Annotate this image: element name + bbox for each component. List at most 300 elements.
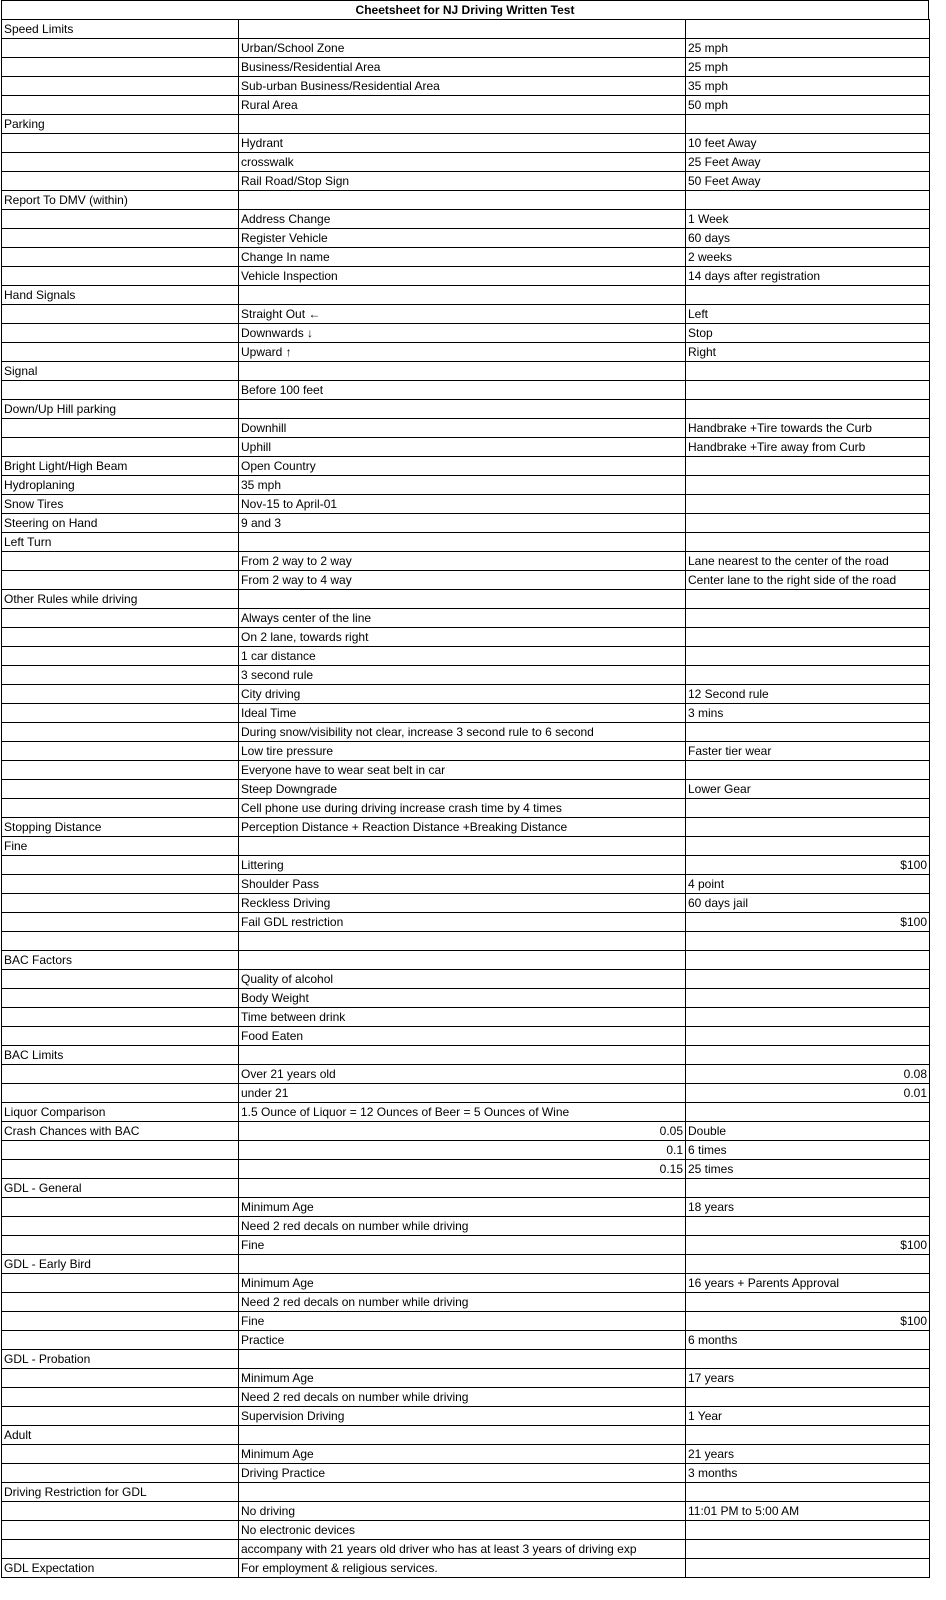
table-row xyxy=(2,381,930,400)
category-cell[interactable] xyxy=(2,1027,239,1046)
table-row xyxy=(2,134,930,153)
value-cell[interactable] xyxy=(686,1255,930,1274)
value-cell[interactable]: 2 weeks xyxy=(686,248,930,267)
item-cell[interactable]: crosswalk xyxy=(239,153,686,172)
table-row xyxy=(2,1027,930,1046)
category-cell[interactable]: Stopping Distance xyxy=(2,818,239,837)
category-cell[interactable] xyxy=(2,1236,239,1255)
item-cell[interactable]: 35 mph xyxy=(239,476,686,495)
category-cell[interactable] xyxy=(2,1540,239,1559)
category-cell[interactable] xyxy=(2,1198,239,1217)
category-cell[interactable] xyxy=(2,856,239,875)
item-cell[interactable] xyxy=(239,837,686,856)
table-row xyxy=(2,875,930,894)
category-cell[interactable]: Fine xyxy=(2,837,239,856)
table-row xyxy=(2,476,930,495)
value-cell[interactable]: 50 mph xyxy=(686,96,930,115)
item-cell[interactable]: accompany with 21 years old driver who has at least 3 years of driving exp xyxy=(239,1540,686,1559)
table-row xyxy=(2,400,930,419)
value-cell[interactable] xyxy=(686,476,930,495)
item-cell[interactable]: Business/Residential Area xyxy=(239,58,686,77)
item-cell[interactable]: Uphill xyxy=(239,438,686,457)
table-row xyxy=(2,1065,930,1084)
table-row xyxy=(2,1540,930,1559)
item-cell[interactable]: 0.05 xyxy=(239,1122,686,1141)
category-cell[interactable] xyxy=(2,742,239,761)
item-cell[interactable]: Supervision Driving xyxy=(239,1407,686,1426)
table-row xyxy=(2,495,930,514)
value-cell[interactable]: 25 times xyxy=(686,1160,930,1179)
value-cell[interactable] xyxy=(686,1350,930,1369)
item-cell[interactable]: Rural Area xyxy=(239,96,686,115)
category-cell[interactable]: Liquor Comparison xyxy=(2,1103,239,1122)
item-cell[interactable] xyxy=(239,286,686,305)
table-row xyxy=(2,913,930,932)
item-cell[interactable]: Perception Distance + Reaction Distance +Breaking Distance xyxy=(239,818,686,837)
table-row xyxy=(2,1331,930,1350)
table-row xyxy=(2,172,930,191)
value-cell[interactable] xyxy=(686,932,930,951)
value-cell[interactable]: 1 Week xyxy=(686,210,930,229)
item-cell[interactable] xyxy=(239,1179,686,1198)
value-cell[interactable] xyxy=(686,970,930,989)
item-cell[interactable]: 3 second rule xyxy=(239,666,686,685)
item-cell[interactable]: 0.15 xyxy=(239,1160,686,1179)
category-cell[interactable]: Driving Restriction for GDL xyxy=(2,1483,239,1502)
table-row xyxy=(2,552,930,571)
item-cell[interactable]: Open Country xyxy=(239,457,686,476)
category-cell[interactable] xyxy=(2,894,239,913)
value-cell[interactable] xyxy=(686,951,930,970)
value-cell[interactable] xyxy=(686,723,930,742)
item-cell[interactable]: Downwards ↓ xyxy=(239,324,686,343)
item-cell[interactable]: Minimum Age xyxy=(239,1445,686,1464)
value-cell[interactable] xyxy=(686,609,930,628)
item-cell[interactable]: Minimum Age xyxy=(239,1369,686,1388)
item-cell[interactable]: Everyone have to wear seat belt in car xyxy=(239,761,686,780)
item-cell[interactable]: City driving xyxy=(239,685,686,704)
item-cell[interactable]: Littering xyxy=(239,856,686,875)
value-cell[interactable]: 25 Feet Away xyxy=(686,153,930,172)
table-row xyxy=(2,1407,930,1426)
category-cell[interactable] xyxy=(2,799,239,818)
value-cell[interactable]: 6 months xyxy=(686,1331,930,1350)
item-cell[interactable]: Before 100 feet xyxy=(239,381,686,400)
value-cell[interactable] xyxy=(686,989,930,1008)
value-cell[interactable] xyxy=(686,647,930,666)
table-row xyxy=(2,1141,930,1160)
item-cell[interactable]: Need 2 red decals on number while driving xyxy=(239,1293,686,1312)
item-cell[interactable] xyxy=(239,1426,686,1445)
value-cell[interactable] xyxy=(686,818,930,837)
value-cell[interactable]: 4 point xyxy=(686,875,930,894)
table-row xyxy=(2,1122,930,1141)
category-cell[interactable] xyxy=(2,1464,239,1483)
value-cell[interactable] xyxy=(686,495,930,514)
spreadsheet xyxy=(1,0,929,1578)
item-cell[interactable]: Vehicle Inspection xyxy=(239,267,686,286)
category-cell[interactable]: Left Turn xyxy=(2,533,239,552)
category-cell[interactable]: Down/Up Hill parking xyxy=(2,400,239,419)
item-cell[interactable]: Time between drink xyxy=(239,1008,686,1027)
value-cell[interactable] xyxy=(686,799,930,818)
item-cell[interactable]: Low tire pressure xyxy=(239,742,686,761)
category-cell[interactable] xyxy=(2,324,239,343)
table-row xyxy=(2,818,930,837)
item-cell[interactable]: Need 2 red decals on number while driving xyxy=(239,1217,686,1236)
category-cell[interactable] xyxy=(2,989,239,1008)
item-cell[interactable]: Sub-urban Business/Residential Area xyxy=(239,77,686,96)
value-cell[interactable] xyxy=(686,1388,930,1407)
item-cell[interactable] xyxy=(239,191,686,210)
category-cell[interactable]: BAC Factors xyxy=(2,951,239,970)
table-row xyxy=(2,723,930,742)
category-cell[interactable]: GDL Expectation xyxy=(2,1559,239,1578)
value-cell[interactable]: 50 Feet Away xyxy=(686,172,930,191)
value-cell[interactable] xyxy=(686,1540,930,1559)
category-cell[interactable] xyxy=(2,932,239,951)
table-row xyxy=(2,1160,930,1179)
item-cell[interactable]: Always center of the line xyxy=(239,609,686,628)
category-cell[interactable]: Other Rules while driving xyxy=(2,590,239,609)
table-row xyxy=(2,761,930,780)
category-cell[interactable]: Report To DMV (within) xyxy=(2,191,239,210)
item-cell[interactable] xyxy=(239,590,686,609)
item-cell[interactable]: Minimum Age xyxy=(239,1198,686,1217)
item-cell[interactable] xyxy=(239,1046,686,1065)
value-cell[interactable] xyxy=(686,514,930,533)
item-cell[interactable]: Downhill xyxy=(239,419,686,438)
table-row xyxy=(2,210,930,229)
item-cell[interactable] xyxy=(239,362,686,381)
category-cell[interactable] xyxy=(2,39,239,58)
value-cell[interactable]: Double xyxy=(686,1122,930,1141)
value-cell[interactable] xyxy=(686,1426,930,1445)
table-row xyxy=(2,305,930,324)
value-cell[interactable]: 6 times xyxy=(686,1141,930,1160)
value-cell[interactable]: Left xyxy=(686,305,930,324)
category-cell[interactable] xyxy=(2,628,239,647)
item-cell[interactable] xyxy=(239,1255,686,1274)
value-cell[interactable]: 3 months xyxy=(686,1464,930,1483)
value-cell[interactable]: 35 mph xyxy=(686,77,930,96)
item-cell[interactable]: Food Eaten xyxy=(239,1027,686,1046)
table-row xyxy=(2,1388,930,1407)
category-cell[interactable]: GDL - Probation xyxy=(2,1350,239,1369)
value-cell[interactable]: 11:01 PM to 5:00 AM xyxy=(686,1502,930,1521)
value-cell[interactable] xyxy=(686,20,930,39)
value-cell[interactable] xyxy=(686,761,930,780)
value-cell[interactable]: $100 xyxy=(686,1236,930,1255)
item-cell[interactable]: Need 2 red decals on number while driving xyxy=(239,1388,686,1407)
item-cell[interactable] xyxy=(239,533,686,552)
value-cell[interactable]: 3 mins xyxy=(686,704,930,723)
category-cell[interactable] xyxy=(2,1445,239,1464)
value-cell[interactable]: Stop xyxy=(686,324,930,343)
category-cell[interactable] xyxy=(2,438,239,457)
table-row xyxy=(2,1084,930,1103)
item-cell[interactable]: Fail GDL restriction xyxy=(239,913,686,932)
category-cell[interactable] xyxy=(2,723,239,742)
table-row xyxy=(2,1483,930,1502)
category-cell[interactable] xyxy=(2,1331,239,1350)
item-cell[interactable]: Cell phone use during driving increase crash time by 4 times xyxy=(239,799,686,818)
category-cell[interactable] xyxy=(2,77,239,96)
value-cell[interactable] xyxy=(686,1179,930,1198)
category-cell[interactable] xyxy=(2,267,239,286)
category-cell[interactable] xyxy=(2,704,239,723)
category-cell[interactable] xyxy=(2,1274,239,1293)
category-cell[interactable] xyxy=(2,1502,239,1521)
value-cell[interactable] xyxy=(686,400,930,419)
table-row xyxy=(2,514,930,533)
item-cell[interactable]: Reckless Driving xyxy=(239,894,686,913)
category-cell[interactable] xyxy=(2,1160,239,1179)
category-cell[interactable] xyxy=(2,685,239,704)
category-cell[interactable]: GDL - General xyxy=(2,1179,239,1198)
value-cell[interactable]: 0.08 xyxy=(686,1065,930,1084)
item-cell[interactable]: under 21 xyxy=(239,1084,686,1103)
item-cell[interactable]: Driving Practice xyxy=(239,1464,686,1483)
item-cell[interactable]: For employment & religious services. xyxy=(239,1559,686,1578)
item-cell[interactable]: During snow/visibility not clear, increase 3 second rule to 6 second xyxy=(239,723,686,742)
item-cell[interactable]: Body Weight xyxy=(239,989,686,1008)
item-cell[interactable]: 1 car distance xyxy=(239,647,686,666)
table-row xyxy=(2,1236,930,1255)
table-row xyxy=(2,1350,930,1369)
category-cell[interactable] xyxy=(2,1217,239,1236)
category-cell[interactable]: Hydroplaning xyxy=(2,476,239,495)
item-cell[interactable]: Upward ↑ xyxy=(239,343,686,362)
item-cell[interactable] xyxy=(239,1483,686,1502)
table-row xyxy=(2,837,930,856)
item-cell[interactable]: Fine xyxy=(239,1236,686,1255)
category-cell[interactable] xyxy=(2,1065,239,1084)
category-cell[interactable] xyxy=(2,381,239,400)
category-cell[interactable]: Signal xyxy=(2,362,239,381)
category-cell[interactable]: Parking xyxy=(2,115,239,134)
item-cell[interactable]: No driving xyxy=(239,1502,686,1521)
category-cell[interactable]: Snow Tires xyxy=(2,495,239,514)
value-cell[interactable]: Right xyxy=(686,343,930,362)
value-cell[interactable] xyxy=(686,457,930,476)
table-row xyxy=(2,1198,930,1217)
value-cell[interactable]: 25 mph xyxy=(686,58,930,77)
category-cell[interactable]: BAC Limits xyxy=(2,1046,239,1065)
category-cell[interactable] xyxy=(2,419,239,438)
category-cell[interactable] xyxy=(2,552,239,571)
category-cell[interactable] xyxy=(2,1084,239,1103)
value-cell[interactable]: Lane nearest to the center of the road xyxy=(686,552,930,571)
item-cell[interactable]: Urban/School Zone xyxy=(239,39,686,58)
category-cell[interactable] xyxy=(2,666,239,685)
value-cell[interactable]: 18 years xyxy=(686,1198,930,1217)
value-cell[interactable]: 17 years xyxy=(686,1369,930,1388)
value-cell[interactable]: 10 feet Away xyxy=(686,134,930,153)
table-row xyxy=(2,1008,930,1027)
table-row xyxy=(2,989,930,1008)
item-cell[interactable]: Steep Downgrade xyxy=(239,780,686,799)
category-cell[interactable] xyxy=(2,172,239,191)
category-cell[interactable] xyxy=(2,913,239,932)
value-cell[interactable]: Lower Gear xyxy=(686,780,930,799)
item-cell[interactable]: Ideal Time xyxy=(239,704,686,723)
value-cell[interactable]: Faster tier wear xyxy=(686,742,930,761)
item-cell[interactable] xyxy=(239,1350,686,1369)
item-cell[interactable]: Change In name xyxy=(239,248,686,267)
category-cell[interactable] xyxy=(2,1521,239,1540)
value-cell[interactable]: 1 Year xyxy=(686,1407,930,1426)
table-row xyxy=(2,932,930,951)
table-row xyxy=(2,20,930,39)
value-cell[interactable]: 0.01 xyxy=(686,1084,930,1103)
category-cell[interactable]: GDL - Early Bird xyxy=(2,1255,239,1274)
item-cell[interactable]: Register Vehicle xyxy=(239,229,686,248)
value-cell[interactable]: $100 xyxy=(686,856,930,875)
item-cell[interactable]: From 2 way to 4 way xyxy=(239,571,686,590)
table-row xyxy=(2,1103,930,1122)
table-row xyxy=(2,39,930,58)
item-cell[interactable]: No electronic devices xyxy=(239,1521,686,1540)
value-cell[interactable] xyxy=(686,666,930,685)
item-cell[interactable]: Over 21 years old xyxy=(239,1065,686,1084)
value-cell[interactable]: $100 xyxy=(686,913,930,932)
value-cell[interactable] xyxy=(686,1521,930,1540)
table-row xyxy=(2,77,930,96)
table-row xyxy=(2,685,930,704)
value-cell[interactable]: 25 mph xyxy=(686,39,930,58)
table-row xyxy=(2,704,930,723)
category-cell[interactable] xyxy=(2,1141,239,1160)
value-cell[interactable] xyxy=(686,1483,930,1502)
value-cell[interactable]: 60 days jail xyxy=(686,894,930,913)
table-row xyxy=(2,1559,930,1578)
value-cell[interactable]: $100 xyxy=(686,1312,930,1331)
value-cell[interactable] xyxy=(686,837,930,856)
category-cell[interactable] xyxy=(2,1312,239,1331)
table-row xyxy=(2,609,930,628)
item-cell[interactable]: Minimum Age xyxy=(239,1274,686,1293)
value-cell[interactable]: Handbrake +Tire towards the Curb xyxy=(686,419,930,438)
value-cell[interactable]: Center lane to the right side of the road xyxy=(686,571,930,590)
category-cell[interactable] xyxy=(2,647,239,666)
value-cell[interactable]: Handbrake +Tire away from Curb xyxy=(686,438,930,457)
value-cell[interactable] xyxy=(686,628,930,647)
item-cell[interactable] xyxy=(239,20,686,39)
table-row xyxy=(2,1217,930,1236)
table-row xyxy=(2,647,930,666)
category-cell[interactable]: Adult xyxy=(2,1426,239,1445)
item-cell[interactable]: Quality of alcohol xyxy=(239,970,686,989)
table-row xyxy=(2,1445,930,1464)
value-cell[interactable] xyxy=(686,115,930,134)
category-cell[interactable] xyxy=(2,1008,239,1027)
value-cell[interactable] xyxy=(686,362,930,381)
value-cell[interactable] xyxy=(686,1103,930,1122)
item-cell[interactable] xyxy=(239,932,686,951)
category-cell[interactable] xyxy=(2,210,239,229)
item-cell[interactable]: Hydrant xyxy=(239,134,686,153)
item-cell[interactable] xyxy=(239,951,686,970)
category-cell[interactable] xyxy=(2,343,239,362)
category-cell[interactable]: Crash Chances with BAC xyxy=(2,1122,239,1141)
table-row xyxy=(2,628,930,647)
category-cell[interactable] xyxy=(2,305,239,324)
value-cell[interactable]: 60 days xyxy=(686,229,930,248)
category-cell[interactable] xyxy=(2,970,239,989)
item-cell[interactable]: 9 and 3 xyxy=(239,514,686,533)
category-cell[interactable] xyxy=(2,248,239,267)
category-cell[interactable] xyxy=(2,780,239,799)
category-cell[interactable] xyxy=(2,96,239,115)
item-cell[interactable]: Practice xyxy=(239,1331,686,1350)
category-cell[interactable] xyxy=(2,1369,239,1388)
value-cell[interactable] xyxy=(686,1027,930,1046)
value-cell[interactable] xyxy=(686,1217,930,1236)
category-cell[interactable] xyxy=(2,229,239,248)
table-row xyxy=(2,799,930,818)
table-row xyxy=(2,1464,930,1483)
category-cell[interactable]: Steering on Hand xyxy=(2,514,239,533)
category-cell[interactable] xyxy=(2,153,239,172)
table-row xyxy=(2,1521,930,1540)
item-cell[interactable]: Nov-15 to April-01 xyxy=(239,495,686,514)
value-cell[interactable]: 21 years xyxy=(686,1445,930,1464)
item-cell[interactable] xyxy=(239,115,686,134)
item-cell[interactable]: From 2 way to 2 way xyxy=(239,552,686,571)
value-cell[interactable] xyxy=(686,533,930,552)
category-cell[interactable]: Speed Limits xyxy=(2,20,239,39)
value-cell[interactable] xyxy=(686,286,930,305)
category-cell[interactable] xyxy=(2,761,239,780)
value-cell[interactable] xyxy=(686,590,930,609)
category-cell[interactable] xyxy=(2,58,239,77)
category-cell[interactable] xyxy=(2,1407,239,1426)
category-cell[interactable] xyxy=(2,134,239,153)
value-cell[interactable] xyxy=(686,191,930,210)
item-cell[interactable]: 0.1 xyxy=(239,1141,686,1160)
table-body xyxy=(2,20,930,1578)
item-cell[interactable]: Address Change xyxy=(239,210,686,229)
item-cell[interactable] xyxy=(239,400,686,419)
table-row xyxy=(2,343,930,362)
item-cell[interactable]: Shoulder Pass xyxy=(239,875,686,894)
item-cell[interactable]: Fine xyxy=(239,1312,686,1331)
value-cell[interactable] xyxy=(686,1559,930,1578)
value-cell[interactable] xyxy=(686,1008,930,1027)
item-cell[interactable]: On 2 lane, towards right xyxy=(239,628,686,647)
table-row xyxy=(2,419,930,438)
value-cell[interactable] xyxy=(686,381,930,400)
value-cell[interactable]: 14 days after registration xyxy=(686,267,930,286)
value-cell[interactable] xyxy=(686,1046,930,1065)
category-cell[interactable] xyxy=(2,571,239,590)
item-cell[interactable]: Rail Road/Stop Sign xyxy=(239,172,686,191)
value-cell[interactable] xyxy=(686,1293,930,1312)
category-cell[interactable]: Bright Light/High Beam xyxy=(2,457,239,476)
category-cell[interactable] xyxy=(2,1293,239,1312)
category-cell[interactable]: Hand Signals xyxy=(2,286,239,305)
category-cell[interactable] xyxy=(2,1388,239,1407)
table-row xyxy=(2,533,930,552)
category-cell[interactable] xyxy=(2,609,239,628)
item-cell[interactable]: 1.5 Ounce of Liquor = 12 Ounces of Beer = 5 Ounces of Wine xyxy=(239,1103,686,1122)
table-row xyxy=(2,1255,930,1274)
category-cell[interactable] xyxy=(2,875,239,894)
item-cell[interactable]: Straight Out ← xyxy=(239,305,686,324)
value-cell[interactable]: 12 Second rule xyxy=(686,685,930,704)
value-cell[interactable]: 16 years + Parents Approval xyxy=(686,1274,930,1293)
